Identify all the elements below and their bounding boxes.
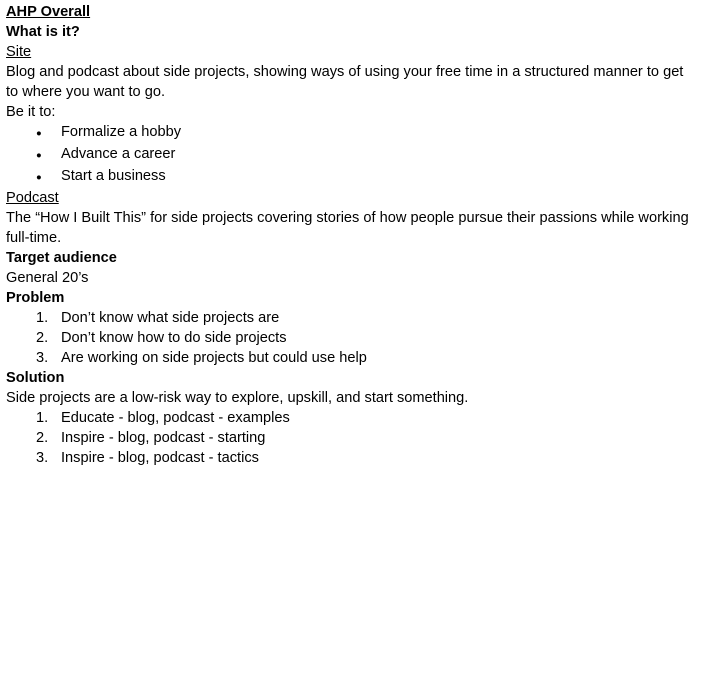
bullet-list-be-it-to bbox=[6, 122, 694, 188]
bullet-marker: ● bbox=[36, 128, 42, 139]
list-item bbox=[6, 408, 694, 428]
list-item bbox=[6, 166, 694, 188]
numbered-list-solution bbox=[6, 408, 694, 468]
number-marker: 3. bbox=[36, 350, 49, 366]
number-marker: 2. bbox=[36, 330, 49, 346]
paragraph-target-audience: General 20’s bbox=[6, 270, 89, 286]
number-marker: 2. bbox=[36, 430, 49, 446]
label-site: Site bbox=[6, 44, 32, 60]
doc-title: AHP Overall bbox=[6, 4, 91, 20]
numbered-list-problem bbox=[6, 308, 694, 368]
list-item-text: Are working on side projects but could use help bbox=[61, 350, 367, 366]
list-item bbox=[6, 348, 694, 368]
list-item bbox=[6, 328, 694, 348]
paragraph-podcast-description: The “How I Built This” for side projects covering stories of how people pursue their passions while working full-time. bbox=[6, 210, 689, 246]
paragraph-site-description: Blog and podcast about side projects, showing ways of using your free time in a structured manner to get to where you want to go. bbox=[6, 64, 684, 100]
list-item-text: Inspire - blog, podcast - tactics bbox=[61, 450, 259, 466]
list-item bbox=[6, 428, 694, 448]
heading-solution: Solution bbox=[6, 370, 65, 386]
heading-what-is-it: What is it? bbox=[6, 24, 80, 40]
paragraph-be-it-to: Be it to: bbox=[6, 104, 56, 120]
number-marker: 1. bbox=[36, 310, 49, 326]
list-item bbox=[6, 308, 694, 328]
list-item-text: Inspire - blog, podcast - starting bbox=[61, 430, 266, 446]
list-item-text: Start a business bbox=[61, 168, 166, 184]
bullet-marker: ● bbox=[36, 172, 42, 183]
heading-target-audience: Target audience bbox=[6, 250, 117, 266]
heading-problem: Problem bbox=[6, 290, 65, 306]
list-item bbox=[6, 448, 694, 468]
number-marker: 3. bbox=[36, 450, 49, 466]
bullet-marker: ● bbox=[36, 150, 42, 161]
list-item-text: Educate - blog, podcast - examples bbox=[61, 410, 290, 426]
list-item-text: Advance a career bbox=[61, 146, 176, 162]
list-item-text: Don’t know how to do side projects bbox=[61, 330, 287, 346]
list-item bbox=[6, 144, 694, 166]
list-item-text: Formalize a hobby bbox=[61, 124, 182, 140]
number-marker: 1. bbox=[36, 410, 49, 426]
label-podcast: Podcast bbox=[6, 190, 59, 206]
list-item-text: Don’t know what side projects are bbox=[61, 310, 280, 326]
list-item bbox=[6, 122, 694, 144]
paragraph-solution: Side projects are a low-risk way to explore, upskill, and start something. bbox=[6, 390, 469, 406]
